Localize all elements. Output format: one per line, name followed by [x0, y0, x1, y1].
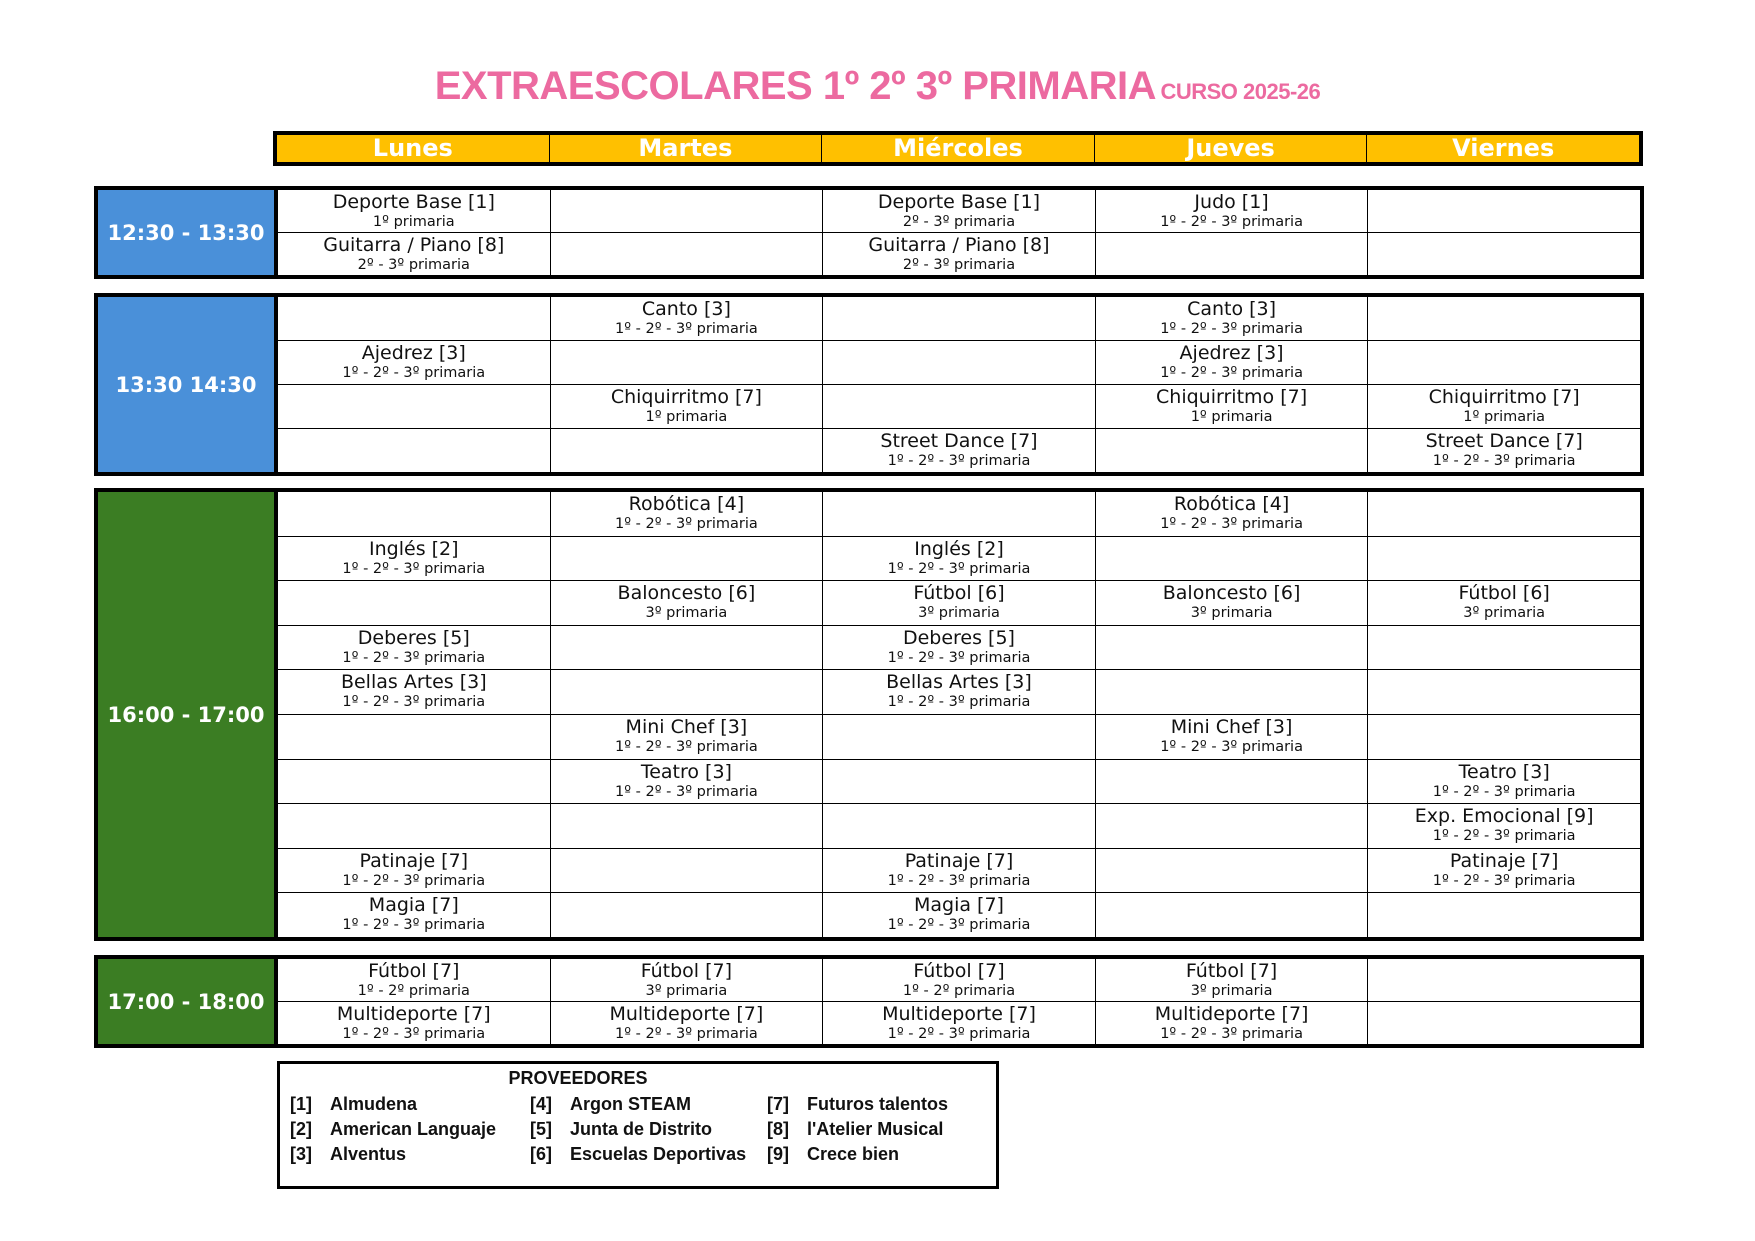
activity-name: Deberes [5]: [902, 626, 1015, 649]
activity-level: 1º - 2º - 3º primaria: [1432, 783, 1576, 800]
time-slot-label: 12:30 - 13:30: [98, 190, 278, 275]
activity-level: 1º - 2º - 3º primaria: [887, 649, 1031, 666]
legend-column: [530, 1092, 746, 1167]
activity-name: Patinaje [7]: [904, 849, 1014, 872]
activity-level: 1º - 2º - 3º primaria: [1432, 872, 1576, 889]
schedule-cell: [1367, 492, 1640, 536]
activity-name: Fútbol [6]: [913, 582, 1005, 605]
activity-level: 1º - 2º - 3º primaria: [887, 694, 1031, 711]
schedule-cell: [278, 760, 550, 804]
schedule-cell: [1095, 1002, 1368, 1044]
schedule-cell: [1095, 385, 1368, 428]
schedule-cell: [822, 626, 1095, 670]
schedule-cell: [1367, 1002, 1640, 1044]
day-jueves: Jueves: [1094, 135, 1367, 162]
schedule-cell: [822, 1002, 1095, 1044]
schedule-cell: [1367, 626, 1640, 670]
schedule-cell: [822, 341, 1095, 384]
schedule-cell: [1095, 849, 1368, 893]
activity-level: 1º - 2º - 3º primaria: [887, 560, 1031, 577]
schedule-cell: [1095, 537, 1368, 581]
schedule-cell: [550, 341, 823, 384]
activity-name: Guitarra / Piano [8]: [868, 234, 1050, 256]
schedule-cell: [1367, 959, 1640, 1001]
schedule-cell: [822, 715, 1095, 759]
schedule-grid: [278, 190, 1640, 275]
activity-level: 1º - 2º - 3º primaria: [1432, 453, 1576, 469]
schedule-cell: [278, 670, 550, 714]
schedule-cell: [822, 760, 1095, 804]
schedule-cell: [1095, 959, 1368, 1001]
legend-provider: Futuros talentos: [807, 1094, 949, 1114]
activity-level: 2º - 3º primaria: [902, 214, 1016, 230]
schedule-cell: [550, 233, 823, 275]
activity-name: Deporte Base [1]: [877, 191, 1041, 213]
providers-legend: [277, 1061, 999, 1189]
day-lunes: Lunes: [372, 134, 453, 162]
schedule-cell: [1095, 341, 1368, 384]
schedule-cell: [550, 581, 823, 625]
activity-level: 3º primaria: [645, 983, 728, 999]
schedule-cell: [822, 297, 1095, 340]
time-slot-label: 16:00 - 17:00: [98, 492, 278, 937]
schedule-cell: [1095, 760, 1368, 804]
schedule-cell: [278, 1002, 550, 1044]
schedule-cell: [550, 760, 823, 804]
legend-number: [3]: [290, 1144, 312, 1164]
schedule-row: [278, 340, 1640, 384]
activity-name: Chiquirritmo [7]: [1156, 386, 1308, 408]
schedule-cell: [822, 385, 1095, 428]
legend-title: PROVEEDORES: [508, 1068, 648, 1088]
activity-name: Mini Chef [3]: [625, 715, 748, 738]
activity-name: Teatro [3]: [640, 760, 732, 783]
activity-level: 3º primaria: [1190, 983, 1273, 999]
schedule-cell: [822, 429, 1095, 472]
activity-name: Fútbol [7]: [368, 960, 460, 982]
schedule-cell: [1095, 804, 1368, 848]
schedule-cell: [1367, 670, 1640, 714]
schedule-row: [278, 759, 1640, 804]
activity-level: 3º primaria: [1463, 605, 1546, 622]
legend-item: [767, 1117, 948, 1142]
schedule-cell: [550, 1002, 823, 1044]
legend-number: [8]: [767, 1119, 789, 1139]
activity-name: Ajedrez [3]: [1179, 342, 1284, 364]
activity-level: 1º - 2º - 3º primaria: [1160, 1026, 1303, 1042]
schedule-row: [278, 959, 1640, 1001]
activity-name: Multideporte [7]: [609, 1003, 764, 1025]
activity-level: 1º - 2º - 3º primaria: [1160, 321, 1303, 337]
activity-level: 1º - 2º - 3º primaria: [342, 872, 486, 889]
schedule-cell: [1095, 715, 1368, 759]
schedule-cell: [1095, 233, 1368, 275]
activity-name: Patinaje [7]: [1449, 849, 1559, 872]
activity-name: Canto [3]: [641, 298, 731, 320]
schedule-cell: [550, 297, 823, 340]
schedule-cell: [550, 804, 823, 848]
activity-level: 1º primaria: [1190, 409, 1273, 425]
activity-level: 1º - 2º primaria: [902, 983, 1016, 999]
schedule-cell: [550, 429, 823, 472]
activity-level: 3º primaria: [1190, 605, 1273, 622]
schedule-cell: [1095, 190, 1368, 232]
schedule-cell: [278, 804, 550, 848]
schedule-grid: [278, 959, 1640, 1044]
schedule-row: [278, 428, 1640, 472]
activity-name: Fútbol [7]: [1185, 960, 1278, 982]
activity-name: Inglés [2]: [369, 537, 459, 560]
activity-level: 1º - 2º - 3º primaria: [1160, 214, 1303, 230]
activity-level: 1º primaria: [372, 214, 455, 230]
schedule-cell: [1367, 385, 1640, 428]
schedule-cell: [1095, 297, 1368, 340]
activity-level: 2º - 3º primaria: [902, 257, 1016, 273]
schedule-row: [278, 384, 1640, 428]
schedule-row: [278, 580, 1640, 625]
activity-name: Bellas Artes [3]: [886, 671, 1032, 694]
activity-name: Teatro [3]: [1458, 760, 1550, 783]
activity-name: Street Dance [7]: [1425, 430, 1583, 452]
activity-level: 1º - 2º - 3º primaria: [615, 783, 758, 800]
schedule-cell: [822, 893, 1095, 937]
activity-name: Canto [3]: [1187, 298, 1277, 320]
schedule-row: [278, 892, 1640, 937]
day-martes: Martes: [549, 135, 822, 162]
legend-item: [290, 1092, 496, 1117]
activity-name: Fútbol [7]: [913, 960, 1005, 982]
activity-level: 1º - 2º - 3º primaria: [342, 365, 486, 381]
legend-provider: Alventus: [330, 1144, 407, 1164]
schedule-cell: [822, 537, 1095, 581]
activity-name: Inglés [2]: [914, 537, 1004, 560]
legend-number: [1]: [290, 1094, 312, 1114]
schedule-cell: [550, 715, 823, 759]
legend-number: [6]: [530, 1144, 552, 1164]
schedule-row: [278, 297, 1640, 340]
time-block: [94, 955, 1644, 1048]
time-slot-label: 13:30 14:30: [98, 297, 278, 472]
schedule-cell: [550, 959, 823, 1001]
schedule-cell: [278, 537, 550, 581]
schedule-cell: [550, 190, 823, 232]
schedule-cell: [278, 385, 550, 428]
time-block: [94, 293, 1644, 476]
schedule-cell: [1095, 670, 1368, 714]
schedule-row: [278, 625, 1640, 670]
activity-name: Magia [7]: [368, 894, 459, 917]
schedule-cell: [550, 670, 823, 714]
schedule-cell: [822, 849, 1095, 893]
schedule-cell: [822, 190, 1095, 232]
legend-provider: l'Atelier Musical: [807, 1119, 944, 1139]
schedule-cell: [822, 233, 1095, 275]
activity-name: Robótica [4]: [1173, 493, 1290, 515]
schedule-cell: [278, 626, 550, 670]
legend-number: [2]: [290, 1119, 312, 1139]
schedule-cell: [278, 429, 550, 472]
schedule-cell: [278, 297, 550, 340]
legend-item: [530, 1142, 746, 1167]
activity-name: Exp. Emocional [9]: [1414, 805, 1594, 828]
schedule-cell: [822, 959, 1095, 1001]
schedule-cell: [550, 492, 823, 536]
activity-name: Judo [1]: [1194, 191, 1269, 213]
legend-item: [530, 1117, 746, 1142]
activity-level: 1º - 2º - 3º primaria: [342, 649, 486, 666]
schedule-cell: [278, 959, 550, 1001]
activity-level: 1º - 2º - 3º primaria: [615, 738, 758, 755]
activity-level: 1º - 2º - 3º primaria: [887, 872, 1031, 889]
schedule-cell: [1095, 581, 1368, 625]
schedule-row: [278, 190, 1640, 232]
legend-provider: Junta de Distrito: [570, 1119, 713, 1139]
day-viernes: Viernes: [1366, 135, 1639, 162]
schedule-row: [278, 714, 1640, 759]
schedule-cell: [550, 849, 823, 893]
schedule-cell: [278, 492, 550, 536]
activity-level: 1º - 2º - 3º primaria: [887, 453, 1031, 469]
schedule-row: [278, 848, 1640, 893]
legend-item: [530, 1092, 746, 1117]
schedule-cell: [1095, 429, 1368, 472]
legend-column: [290, 1092, 496, 1167]
days-header: [273, 131, 1643, 166]
legend-provider: American Languaje: [330, 1119, 497, 1139]
schedule-cell: [278, 190, 550, 232]
activity-name: Bellas Artes [3]: [340, 671, 487, 694]
schedule-cell: [1367, 581, 1640, 625]
schedule-cell: [822, 804, 1095, 848]
activity-name: Multideporte [7]: [336, 1003, 491, 1025]
schedule-cell: [1367, 537, 1640, 581]
schedule-cell: [550, 385, 823, 428]
schedule-row: [278, 803, 1640, 848]
activity-name: Chiquirritmo [7]: [610, 386, 762, 408]
activity-name: Deberes [5]: [357, 626, 470, 649]
schedule-cell: [278, 233, 550, 275]
activity-name: Baloncesto [6]: [617, 582, 756, 605]
activity-name: Fútbol [7]: [640, 960, 733, 982]
schedule-cell: [822, 670, 1095, 714]
activity-name: Guitarra / Piano [8]: [323, 234, 505, 256]
schedule-cell: [1367, 233, 1640, 275]
legend-provider: Escuelas Deportivas: [570, 1144, 747, 1164]
legend-provider: Almudena: [330, 1094, 418, 1114]
schedule-cell: [1367, 849, 1640, 893]
schedule-cell: [278, 849, 550, 893]
activity-name: Deporte Base [1]: [332, 191, 495, 213]
activity-name: Chiquirritmo [7]: [1428, 386, 1580, 408]
schedule-cell: [1367, 893, 1640, 937]
legend-item: [767, 1142, 948, 1167]
activity-level: 1º - 2º - 3º primaria: [342, 694, 486, 711]
activity-level: 1º primaria: [645, 409, 728, 425]
legend-number: [7]: [767, 1094, 789, 1114]
legend-number: [4]: [530, 1094, 552, 1114]
activity-level: 3º primaria: [645, 605, 728, 622]
time-block: [94, 186, 1644, 279]
schedule-row: [278, 232, 1640, 275]
activity-name: Magia [7]: [913, 894, 1004, 917]
legend-number: [5]: [530, 1119, 552, 1139]
schedule-row: [278, 669, 1640, 714]
schedule-cell: [1367, 715, 1640, 759]
schedule-cell: [1095, 626, 1368, 670]
schedule-cell: [1367, 429, 1640, 472]
schedule-cell: [550, 537, 823, 581]
schedule-grid: [278, 297, 1640, 472]
schedule-cell: [278, 893, 550, 937]
activity-level: 1º - 2º - 3º primaria: [1160, 516, 1303, 532]
schedule-cell: [550, 626, 823, 670]
page-title: [96, 64, 1659, 109]
legend-item: [290, 1142, 496, 1167]
activity-name: Robótica [4]: [628, 493, 745, 515]
day-miercoles: Miércoles: [821, 135, 1094, 162]
schedule-cell: [1367, 297, 1640, 340]
schedule-cell: [278, 581, 550, 625]
activity-name: Ajedrez [3]: [361, 342, 466, 364]
activity-level: 1º primaria: [1463, 409, 1546, 425]
activity-level: 1º - 2º - 3º primaria: [342, 1026, 486, 1042]
schedule-row: [278, 492, 1640, 536]
activity-name: Street Dance [7]: [880, 430, 1038, 452]
activity-name: Fútbol [6]: [1458, 582, 1550, 605]
legend-provider: Argon STEAM: [570, 1094, 691, 1114]
schedule-row: [278, 536, 1640, 581]
activity-level: 1º - 2º - 3º primaria: [887, 1026, 1031, 1042]
schedule-cell: [822, 492, 1095, 536]
schedule-cell: [822, 581, 1095, 625]
title-sub: CURSO 2025-26: [1160, 79, 1321, 104]
title-main: EXTRAESCOLARES 1º 2º 3º PRIMARIA: [434, 64, 1157, 108]
activity-level: 1º - 2º - 3º primaria: [615, 516, 758, 532]
activity-name: Baloncesto [6]: [1162, 582, 1301, 605]
schedule-cell: [1367, 341, 1640, 384]
activity-level: 1º - 2º primaria: [357, 983, 470, 999]
activity-level: 1º - 2º - 3º primaria: [342, 560, 486, 577]
activity-level: 2º - 3º primaria: [357, 257, 470, 273]
activity-level: 1º - 2º - 3º primaria: [1160, 365, 1303, 381]
activity-level: 1º - 2º - 3º primaria: [887, 917, 1031, 934]
schedule-cell: [278, 341, 550, 384]
schedule-cell: [1367, 190, 1640, 232]
time-block: [94, 488, 1644, 941]
activity-level: 1º - 2º - 3º primaria: [1160, 738, 1303, 755]
activity-name: Patinaje [7]: [359, 849, 469, 872]
schedule-cell: [1095, 492, 1368, 536]
schedule-cell: [278, 715, 550, 759]
activity-level: 1º - 2º - 3º primaria: [342, 917, 486, 934]
activity-name: Mini Chef [3]: [1170, 715, 1293, 738]
activity-name: Multideporte [7]: [882, 1003, 1036, 1025]
activity-name: Multideporte [7]: [1154, 1003, 1309, 1025]
legend-number: [9]: [767, 1144, 789, 1164]
schedule-cell: [1367, 760, 1640, 804]
schedule-cell: [1095, 893, 1368, 937]
legend-column: [767, 1092, 948, 1167]
schedule-cell: [550, 893, 823, 937]
legend-provider: Crece bien: [807, 1144, 900, 1164]
schedule-cell: [1367, 804, 1640, 848]
schedule-row: [278, 1001, 1640, 1044]
activity-level: 3º primaria: [918, 605, 1000, 622]
activity-level: 1º - 2º - 3º primaria: [615, 1026, 758, 1042]
legend-item: [290, 1117, 496, 1142]
activity-level: 1º - 2º - 3º primaria: [1432, 828, 1576, 845]
schedule-grid: [278, 492, 1640, 937]
legend-item: [767, 1092, 948, 1117]
activity-level: 1º - 2º - 3º primaria: [615, 321, 758, 337]
time-slot-label: 17:00 - 18:00: [98, 959, 278, 1044]
